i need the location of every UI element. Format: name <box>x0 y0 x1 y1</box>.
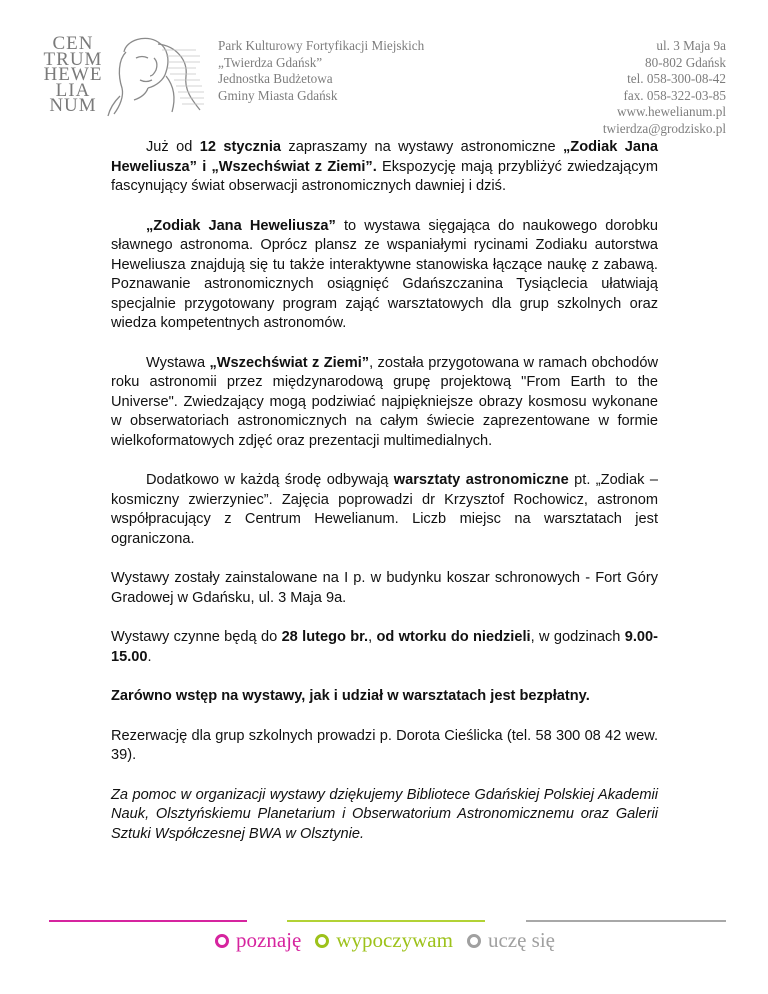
tagline-ucze-sie <box>467 928 555 953</box>
text: Dodatkowo w każdą środę odbywają <box>146 472 394 488</box>
end-date: 28 lutego br. <box>281 629 369 645</box>
org-line: Jednostka Budżetowa <box>218 71 333 86</box>
fax: fax. 058-322-03-85 <box>623 87 726 103</box>
hevelius-portrait-icon <box>96 36 206 118</box>
tagline-poznaje <box>215 928 301 953</box>
date-highlight: 12 stycznia <box>199 139 281 155</box>
exhibition-titles: „Zodiak Jana Heweliusza” i „Wszechświat z Ziemi”. <box>111 139 658 175</box>
exhibition-title: „Wszechświat z Ziemi” <box>209 354 370 371</box>
text: , w godzinach <box>530 629 625 645</box>
days: od wtorku do niedzieli <box>376 629 531 645</box>
footer-tagline <box>215 928 569 953</box>
text: zapraszamy na wystawy astronomiczne <box>281 139 563 155</box>
org-line: Park Kulturowy Fortyfikacji Miejskich <box>218 38 425 53</box>
organization-block <box>218 38 424 104</box>
tagline-label: poznaję <box>236 928 302 952</box>
address-city: 80-802 Gdańsk <box>645 54 726 70</box>
exhibition-title: „Zodiak Jana Heweliusza” <box>146 217 336 234</box>
hours: 9.00-15.00 <box>111 629 659 665</box>
paragraph-location: Wystawy zostały zainstalowane na I p. w budynku koszar schronowych - Fort Góry Gradowej w Gdańsku, ul. 3 Maja 9a. <box>111 570 658 606</box>
divider-pink <box>49 920 247 922</box>
divider-gray <box>526 920 726 922</box>
tagline-label: wypoczywam <box>336 928 453 952</box>
tagline-wypoczywam <box>315 928 453 953</box>
paragraph-wszechswiat <box>111 354 658 452</box>
paragraph-free-entry <box>111 687 658 707</box>
paragraph-workshops <box>111 471 658 549</box>
text: Wystawy czynne będą do <box>111 629 282 645</box>
divider-green <box>287 920 485 922</box>
email-link[interactable]: twierdza@grodzisko.pl <box>602 120 726 136</box>
footer-divider <box>49 920 726 922</box>
hewelianum-logo <box>36 33 201 118</box>
paragraph-thanks: Za pomoc w organizacji wystawy dziękujemy Bibliotece Gdańskiej Polskiej Akademii Nauk, Olsztyńskiemu Planetarium i Obserwatorium Astronomicznemu oraz Galerii Sztuki Współczesnej BWA w Olsztynie. <box>111 786 658 842</box>
paragraph-intro <box>111 138 658 197</box>
logo-line: HEWE <box>43 64 103 85</box>
workshops-highlight: warsztaty astronomiczne <box>393 472 569 488</box>
org-line: „Twierdza Gdańsk” <box>218 54 323 70</box>
text: to wystawa sięgająca do naukowego dorobku sławnego astronoma. Oprócz plansz ze wspaniałymi rycinami Zodiaku autorstwa Heweliusza znajdują się tu także interaktywne stanowiska łączące naukę z zabawą. Poznawanie astronomicznych osiągnięć Gdańszczanina Tysiąclecia ułatwiają specjalnie przygotowany program zająć warsztatowych dla grup szkolnych oraz wiedza kompetentnych astronomów. <box>111 217 658 331</box>
text: Już od <box>146 139 200 155</box>
tagline-label: uczę się <box>487 928 555 952</box>
circle-bullet-icon <box>315 934 329 948</box>
website-link[interactable]: www.hewelianum.pl <box>616 104 726 119</box>
paragraph-reservation: Rezerwację dla grup szkolnych prowadzi p. Dorota Cieślicka (tel. 58 300 08 42 wew. 39). <box>111 727 658 763</box>
paragraph-zodiak <box>111 217 658 334</box>
text: Ekspozycję mają przybliżyć zwiedzającym fascynujący świat obserwacji astronomicznych dawniej i dziś. <box>111 158 658 194</box>
free-entry-text: Zarówno wstęp na wystawy, jak i udział w warsztatach jest bezpłatny. <box>111 688 590 704</box>
org-line: Gminy Miasta Gdańsk <box>218 87 338 103</box>
contact-block <box>603 38 726 137</box>
text: . <box>147 648 152 665</box>
letter-body <box>111 138 658 864</box>
text: pt. „Zodiak – kosmiczny zwierzyniec”. Zajęcia poprowadzi dr Krzysztof Rochowicz, astronom współpracujący z Centrum Hewelianum. Liczb miejsc na warsztatach jest ograniczona. <box>111 472 658 547</box>
logo-line: LIA <box>55 79 91 101</box>
text: , <box>368 629 377 645</box>
logo-line: NUM <box>49 95 97 116</box>
circle-bullet-icon <box>215 934 229 948</box>
phone: tel. 058-300-08-42 <box>627 71 726 86</box>
paragraph-hours <box>111 628 658 667</box>
text: Wystawa <box>146 354 210 371</box>
circle-bullet-icon <box>467 934 481 948</box>
logo-line: CEN <box>52 33 94 54</box>
text: , została przygotowana w ramach obchodów roku astronomii przez międzynarodową grupę projektową "From Earth to the Universe". Zwiedzający mogą podziwiać najpiękniejsze obrazy kosmosu wykonane w obserwatoriach astronomicznych na całym świecie zaprezentowane w formie wielkoformatowych zdjęć oraz prezentacji multimedialnych. <box>111 354 658 449</box>
logo-line: TRUM <box>43 48 103 70</box>
address-street: ul. 3 Maja 9a <box>656 38 726 53</box>
